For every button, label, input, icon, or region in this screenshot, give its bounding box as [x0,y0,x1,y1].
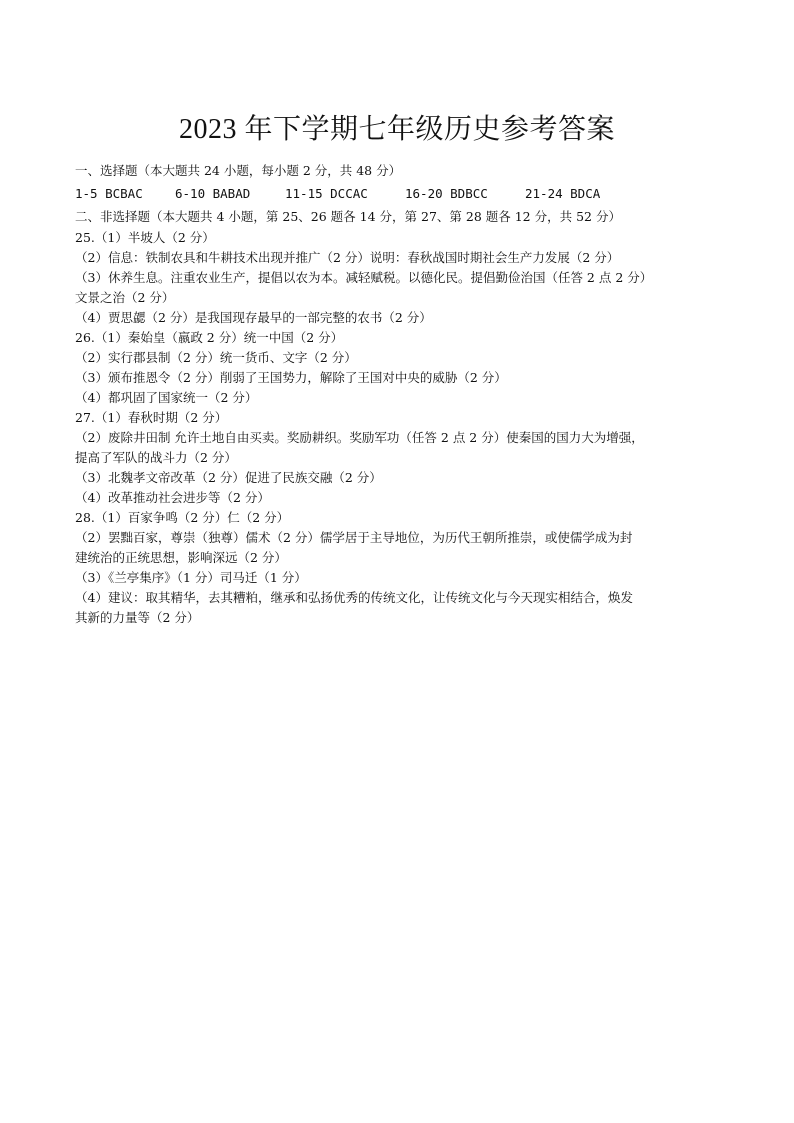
choice-answers-21-24: 21-24 BDCA [525,186,601,201]
answer-line: （3）北魏孝文帝改革（2 分）促进了民族交融（2 分） [75,470,382,485]
answer-line: （3）休养生息。注重农业生产，提倡以农为本。减轻赋税。以德化民。提倡勤俭治国（任答 2 点 2 分） [75,270,653,285]
answer-line: （4）改革推动社会进步等（2 分） [75,490,270,505]
answer-line: 27.（1）春秋时期（2 分） [75,410,228,425]
choice-answers-6-10: 6-10 BABAD [175,186,251,201]
answer-line: （2）废除井田制 允许土地自由买卖。奖励耕织。奖励军功（任答 2 点 2 分）使秦国的国力大为增强， [75,430,644,445]
answer-line: 文景之治（2 分） [75,290,175,305]
answer-line: （4）建议：取其精华，去其糟粕，继承和弘扬优秀的传统文化，让传统文化与今天现实相结合，焕发 [75,590,633,605]
answer-content [75,160,725,628]
answer-line: 26.（1）秦始皇（嬴政 2 分）统一中国（2 分） [75,330,344,345]
answer-line: （2）罢黜百家，尊崇（独尊）儒术（2 分）儒学居于主导地位，为历代王朝所推崇，或使儒学成为封 [75,530,633,545]
answer-line: （2）信息：铁制农具和牛耕技术出现并推广（2 分）说明：春秋战国时期社会生产力发展（2 分） [75,250,620,265]
answer-line: （2）实行郡县制（2 分）统一货币、文字（2 分） [75,350,357,365]
answer-line: （3）《兰亭集序》（1 分）司马迁（1 分） [75,570,307,585]
answer-line: （4）都巩固了国家统一（2 分） [75,390,258,405]
choice-answers-11-15: 11-15 DCCAC [285,186,368,201]
page-title: 2023 年下学期七年级历史参考答案 [178,114,615,145]
answer-line: 提高了军队的战斗力（2 分） [75,450,237,465]
choice-answers-row [75,182,725,206]
answer-line: （3）颁布推恩令（2 分）削弱了王国势力，解除了王国对中央的威胁（2 分） [75,370,507,385]
answer-line: 28.（1）百家争鸣（2 分）仁（2 分） [75,510,290,525]
answer-line: （4）贾思勰（2 分）是我国现存最早的一部完整的农书（2 分） [75,310,432,325]
choice-answers-16-20: 16-20 BDBCC [405,186,488,201]
answer-line: 建统治的正统思想，影响深远（2 分） [75,550,287,565]
section1-heading: 一、选择题（本大题共 24 小题，每小题 2 分，共 48 分） [75,163,402,178]
choice-answers-1-5: 1-5 BCBAC [75,186,143,201]
section2-heading: 二、非选择题（本大题共 4 小题，第 25、26 题各 14 分，第 27、第 28 题各 12 分，共 52 分） [75,209,621,224]
answer-line: 其新的力量等（2 分） [75,610,200,625]
answer-line: 25.（1）半坡人（2 分） [75,230,215,245]
